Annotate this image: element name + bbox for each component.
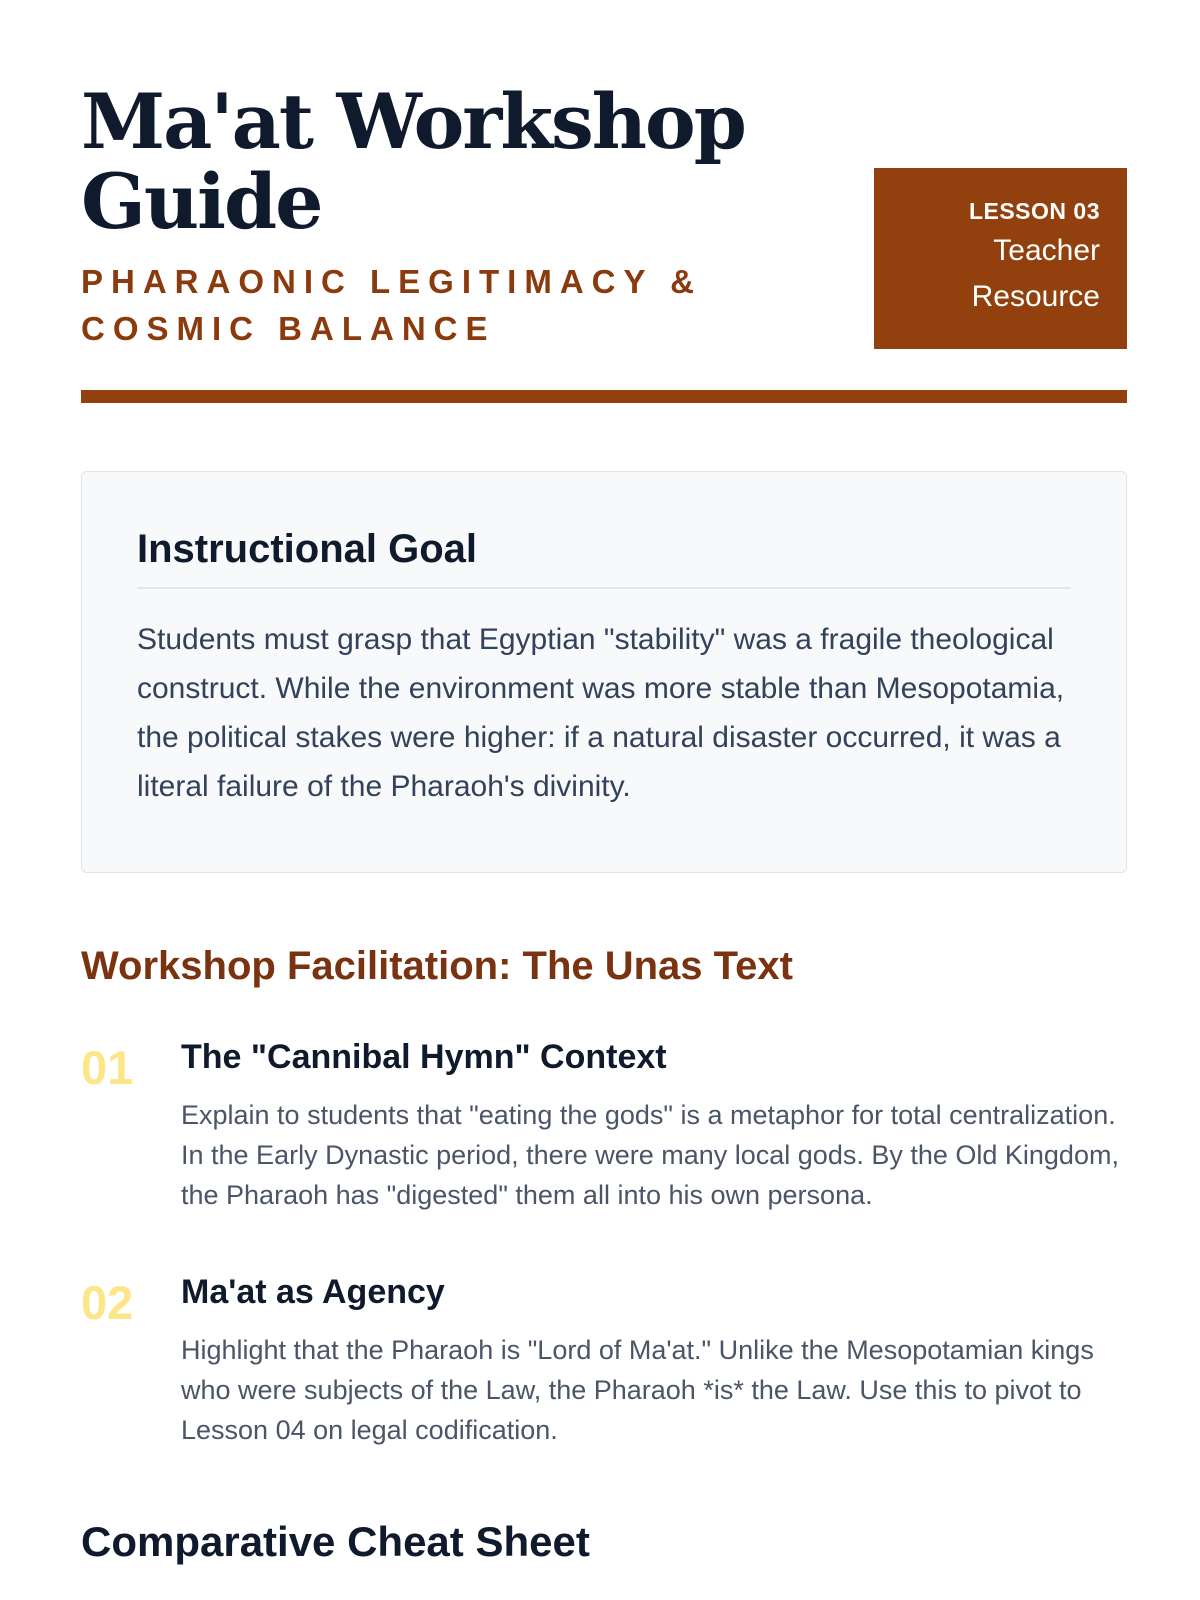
step-title: The "Cannibal Hymn" Context: [181, 1038, 667, 1076]
page-subtitle: PHARAONIC LEGITIMACY & COSMIC BALANCE: [81, 263, 702, 347]
page-header: [81, 0, 1127, 408]
header-divider: [81, 390, 1127, 403]
lesson-type: Teacher Resource: [971, 234, 1100, 313]
document-page: [81, 0, 1127, 1565]
step-text: Explain to students that "eating the gods" is a metaphor for total centralization. In the Early Dynastic period, there were many local gods. By the Old Kingdom, the Pharaoh has "digested" them all into his own persona.: [181, 1100, 1119, 1210]
workshop-heading: Workshop Facilitation: The Unas Text: [81, 944, 793, 988]
step-number: 02: [81, 1276, 134, 1329]
lesson-number: LESSON 03: [968, 198, 1100, 224]
step-body: [181, 1035, 1136, 1215]
goal-text: Students must grasp that Egyptian "stability" was a fragile theological construct. While the environment was more stable than Mesopotamia, the political stakes were higher: if a natural disaster occurred, it was a literal failure of the Pharaoh's divinity.: [137, 623, 1065, 803]
step-number: 01: [81, 1041, 134, 1094]
page-title: Ma'at Workshop Guide: [81, 77, 745, 246]
instructional-goal-box: [81, 471, 1127, 873]
step-title: Ma'at as Agency: [181, 1273, 445, 1311]
lesson-badge: [874, 168, 1127, 349]
step-text: Highlight that the Pharaoh is "Lord of Ma'at." Unlike the Mesopotamian kings who were subjects of the Law, the Pharaoh *is* the Law. Use this to pivot to Lesson 04 on legal codification.: [181, 1335, 1094, 1445]
goal-heading: Instructional Goal: [137, 524, 1071, 589]
cheat-sheet-heading: Comparative Cheat Sheet: [81, 1518, 590, 1565]
step-body: [181, 1270, 1136, 1450]
